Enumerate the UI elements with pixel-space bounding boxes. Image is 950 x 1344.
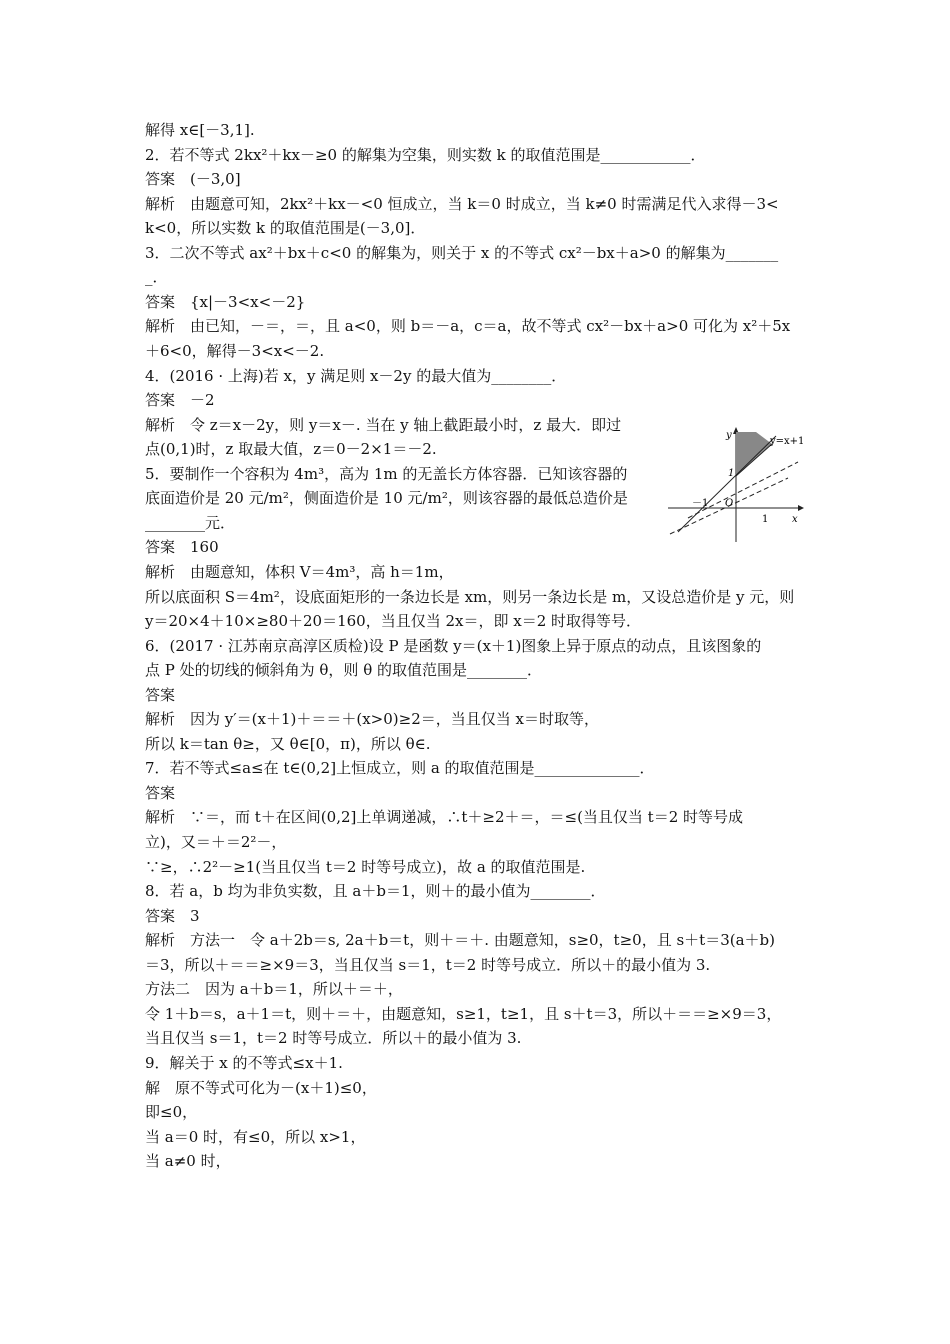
text-line: 令 1＋b＝s，a＋1＝t，则＋＝＋，由题意知，s≥1，t≥1，且 s＋t＝3，所以＋＝＝≥×9＝3， (145, 1004, 782, 1023)
text-line: 解析 ∵＝，而 t＋在区间(0,2]上单调递减，∴t＋≥2＋＝，＝≤(当且仅当 t＝2 时等号成 (145, 808, 744, 827)
text-line: 所以 k＝tan θ≥，又 θ∈[0，π)，所以 θ∈. (145, 734, 431, 753)
text-line: 7．若不等式≤a≤在 t∈(0,2]上恒成立，则 a 的取值范围是______________． (145, 759, 655, 778)
tick-label-1: 1 (762, 514, 769, 525)
origin-label: O (725, 498, 734, 509)
text-line: 当且仅当 s＝1，t＝2 时等号成立．所以＋的最小值为 3. (145, 1029, 522, 1048)
text-line: _． (145, 268, 168, 287)
text-line: 方法二 因为 a＋b＝1，所以＋＝＋， (145, 980, 403, 999)
text-line: 答案 (－3,0] (145, 170, 241, 189)
text-line: 解得 x∈[－3,1]. (145, 121, 255, 139)
tick-label-neg1: －1 (692, 498, 709, 509)
text-line: 即≤0， (145, 1103, 198, 1121)
text-line: ＋6<0，解得－3<x<－2. (145, 342, 325, 360)
text-line: 点(0,1)时，z 取最大值，z＝0－2×1＝－2. (145, 440, 437, 459)
graph-figure (668, 422, 813, 547)
text-line: 当 a＝0 时，有≤0，所以 x>1， (145, 1127, 366, 1146)
text-line: 答案 －2 (145, 391, 215, 410)
text-line: 当 a≠0 时， (145, 1152, 231, 1171)
text-line: 4．(2016 · 上海)若 x，y 满足则 x－2y 的最大值为________． (145, 366, 567, 385)
text-line: 6．(2017 · 江苏南京高淳区质检)设 P 是函数 y＝(x＋1)图象上异于原点的动点，且该图象的 (145, 636, 762, 655)
y-axis-label: y (726, 430, 732, 441)
text-line: 8．若 a，b 均为非负实数，且 a＋b＝1，则＋的最小值为________． (145, 882, 606, 901)
text-line: 底面造价是 20 元/m²，侧面造价是 10 元/m²，则该容器的最低总造价是 (145, 489, 628, 508)
x-axis-label: x (792, 514, 798, 525)
text-line: 解析 由已知，－＝，＝，且 a<0，则 b＝－a，c＝a，故不等式 cx²－bx＋a>0 可化为 x²＋5x (145, 317, 791, 336)
text-line: 立)，又＝＋＝2²－， (145, 833, 287, 851)
line-label: y=x+1 (770, 436, 805, 447)
text-line: 答案 (145, 783, 176, 802)
text-line: 解析 由题意可知，2kx²＋kx－<0 恒成立，当 k＝0 时成立，当 k≠0 时需满足代入求得－3< (145, 194, 779, 213)
text-line: 答案 160 (145, 538, 219, 557)
tick-label-y1: 1 (728, 468, 735, 479)
text-line: 所以底面积 S＝4m²，设底面矩形的一条边长是 xm，则另一条边长是 m，又设总造价是 y 元，则 (145, 587, 795, 606)
text-line: 5．要制作一个容积为 4m³，高为 1m 的无盖长方体容器．已知该容器的 (145, 464, 628, 483)
text-line: 点 P 处的切线的倾斜角为 θ，则 θ 的取值范围是________． (145, 661, 542, 680)
text-line: 答案 (145, 685, 176, 704)
text-line: 解析 由题意知，体积 V＝4m³，高 h＝1m， (145, 562, 454, 581)
text-line: 2．若不等式 2kx²＋kx－≥0 的解集为空集，则实数 k 的取值范围是____________． (145, 145, 706, 164)
text-line: ∵≥，∴2²－≥1(当且仅当 t＝2 时等号成立)，故 a 的取值范围是. (145, 857, 586, 876)
text-line: 答案 {x|－3<x<－2} (145, 292, 306, 311)
text-line: 解析 因为 y′＝(x＋1)＋＝＝＋(x>0)≥2＝，当且仅当 x＝时取等， (145, 710, 599, 729)
x-axis-arrow (798, 505, 804, 511)
text-line: 答案 3 (145, 906, 200, 925)
text-line: 9．解关于 x 的不等式≤x＋1. (145, 1053, 343, 1072)
text-line: y＝20×4＋10×≥80＋20＝160，当且仅当 2x＝，即 x＝2 时取得等号． (145, 612, 642, 630)
text-line: k<0，所以实数 k 的取值范围是(－3,0]． (145, 219, 426, 238)
text-line: 解析 方法一 令 a＋2b＝s, 2a＋b＝t，则＋＝＋. 由题意知，s≥0，t≥0，且 s＋t＝3(a＋b) (145, 931, 775, 950)
text-line: 3．二次不等式 ax²＋bx＋c<0 的解集为，则关于 x 的不等式 cx²－bx＋a>0 的解集为_______ (145, 243, 779, 262)
text-line: 解 原不等式可化为－(x＋1)≤0， (145, 1078, 377, 1097)
text-line: ________元． (145, 513, 236, 532)
text-line: ＝3，所以＋＝＝≥×9＝3，当且仅当 s＝1，t＝2 时等号成立．所以＋的最小值为 3. (145, 955, 711, 974)
text-line: 解析 令 z＝x－2y，则 y＝x－. 当在 y 轴上截距最小时，z 最大．即过 (145, 415, 622, 434)
